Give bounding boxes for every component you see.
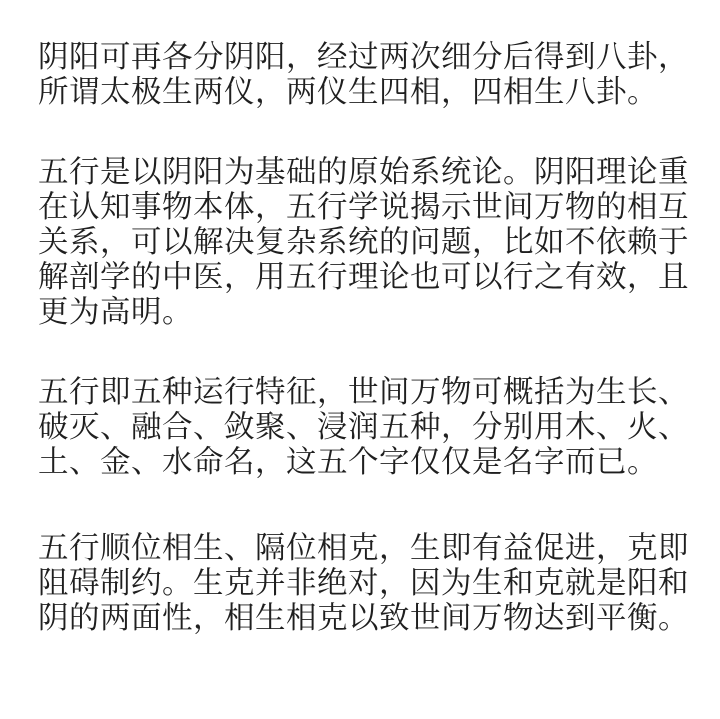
paragraph-wuxing-system (38, 155, 713, 330)
text-line: 关系，可以解决复杂系统的问题，比如不依赖于 (38, 225, 689, 260)
text-line: 阻碍制约。生克并非绝对，因为生和克就是阳和 (38, 566, 689, 601)
text-line: 所谓太极生两仪，两仪生四相，四相生八卦。 (38, 75, 658, 110)
text-line: 解剖学的中医，用五行理论也可以行之有效，且 (38, 260, 689, 295)
paragraph-generation-restraint (38, 531, 713, 636)
text-line: 土、金、水命名，这五个字仅仅是名字而已。 (38, 445, 658, 480)
paragraph-five-elements (38, 375, 713, 480)
text-line: 五行顺位相生、隔位相克，生即有益促进，克即 (38, 531, 689, 566)
text-line: 五行即五种运行特征，世间万物可概括为生长、 (38, 375, 689, 410)
text-line: 更为高明。 (38, 295, 193, 330)
text-line: 在认知事物本体，五行学说揭示世间万物的相互 (38, 190, 689, 225)
paragraph-bagua (38, 40, 713, 110)
text-line: 阴阳可再各分阴阳，经过两次细分后得到八卦， (38, 40, 689, 75)
text-line: 五行是以阴阳为基础的原始系统论。阴阳理论重 (38, 155, 689, 190)
text-line: 阴的两面性，相生相克以致世间万物达到平衡。 (38, 601, 689, 636)
text-line: 破灭、融合、敛聚、浸润五种，分别用木、火、 (38, 410, 689, 445)
